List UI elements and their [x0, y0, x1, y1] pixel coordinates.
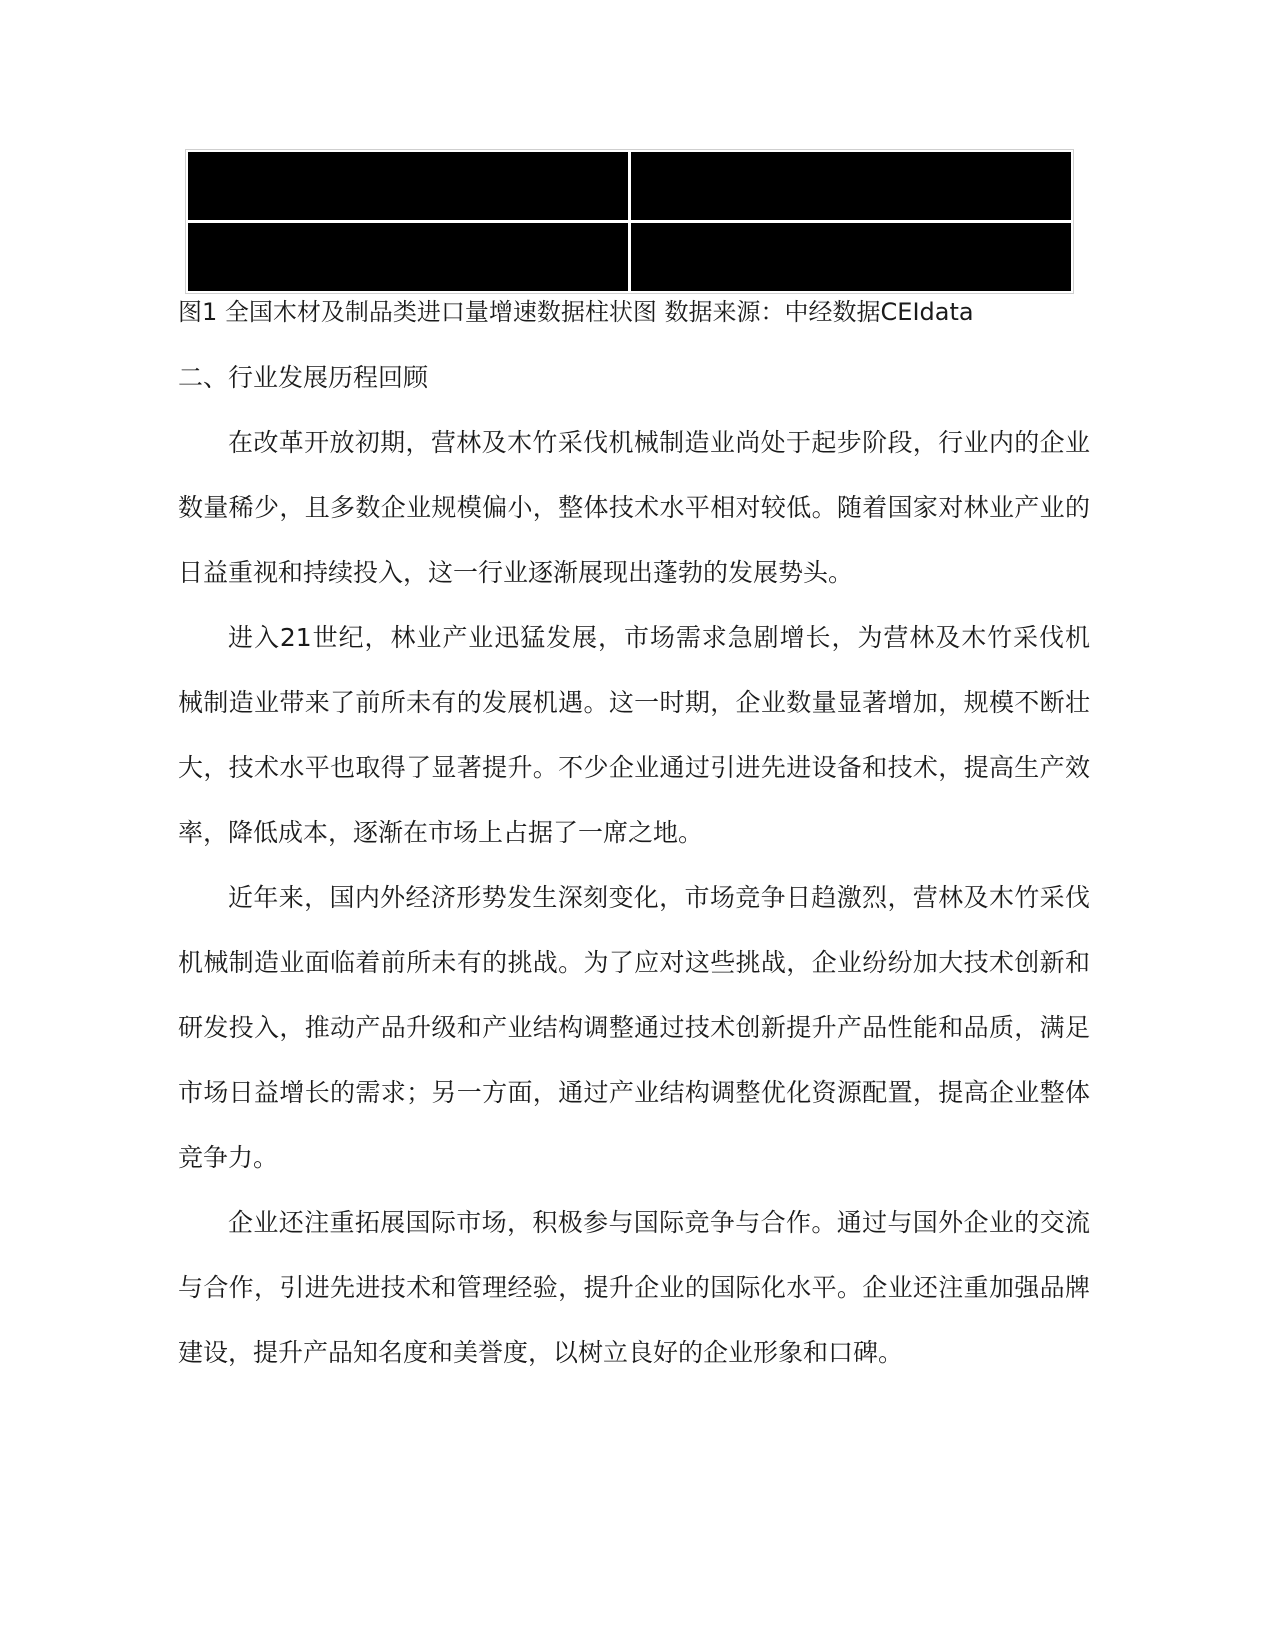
text-line: 日益重视和持续投入，这一行业逐渐展现出蓬勃的发展势头。 [178, 558, 854, 587]
text-line: 大，技术水平也取得了显著提升。不少企业通过引进先进设备和技术，提高生产效 [178, 753, 1090, 782]
text-line: 建设，提升产品知名度和美誉度，以树立良好的企业形象和口碑。 [178, 1338, 904, 1367]
text-line: 在改革开放初期，营林及木竹采伐机械制造业尚处于起步阶段，行业内的企业 [228, 428, 1090, 457]
paragraph-3 [178, 865, 1090, 1190]
figure-cell-top-right [631, 152, 1071, 220]
text-line: 械制造业带来了前所未有的发展机遇。这一时期，企业数量显著增加，规模不断壮 [178, 688, 1090, 717]
text-line: 率，降低成本，逐渐在市场上占据了一席之地。 [178, 818, 704, 847]
text-line: 竞争力。 [178, 1143, 279, 1172]
text-line: 数量稀少，且多数企业规模偏小，整体技术水平相对较低。随着国家对林业产业的 [178, 493, 1090, 522]
document-body [178, 280, 1090, 1385]
text-line: 研发投入，推动产品升级和产业结构调整通过技术创新提升产品性能和品质，满足 [178, 1013, 1090, 1042]
text-line: 市场日益增长的需求；另一方面，通过产业结构调整优化资源配置，提高企业整体 [178, 1078, 1090, 1107]
text-line: 近年来，国内外经济形势发生深刻变化，市场竞争日趋激烈，营林及木竹采伐 [228, 883, 1090, 912]
text-line: 进入21世纪，林业产业迅猛发展，市场需求急剧增长，为营林及木竹采伐机 [228, 623, 1090, 652]
text-line: 企业还注重拓展国际市场，积极参与国际竞争与合作。通过与国外企业的交流 [228, 1208, 1090, 1237]
text-line: 机械制造业面临着前所未有的挑战。为了应对这些挑战，企业纷纷加大技术创新和 [178, 948, 1090, 977]
text-line: 与合作，引进先进技术和管理经验，提升企业的国际化水平。企业还注重加强品牌 [178, 1273, 1090, 1302]
section-heading: 二、行业发展历程回顾 [178, 363, 429, 392]
figure-cell-top-left [188, 152, 628, 220]
paragraph-4 [178, 1190, 1090, 1385]
figure-redacted-image-grid [185, 149, 1074, 294]
figure-caption: 图1 全国木材及制品类进口量增速数据柱状图 数据来源：中经数据CEIdata [178, 298, 974, 326]
paragraph-2 [178, 605, 1090, 865]
paragraph-1 [178, 410, 1090, 605]
